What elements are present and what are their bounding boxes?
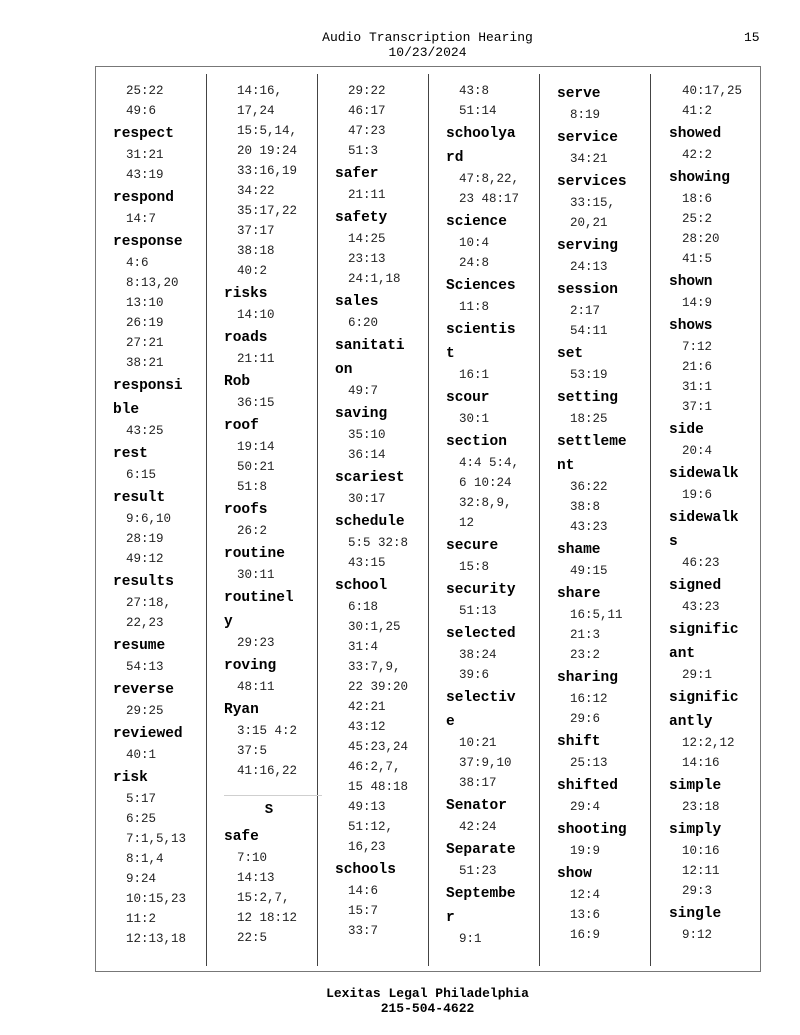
page-line-ref: 34:22 <box>237 184 275 198</box>
page-line-ref: 21:11 <box>348 188 386 202</box>
index-term: sales <box>335 294 379 310</box>
index-term: schools <box>335 862 396 878</box>
index-term: scour <box>446 390 490 406</box>
page-line-ref: 6:20 <box>348 316 379 330</box>
page-line-ref: 42:2 <box>682 148 713 162</box>
page-line-ref: 20,21 <box>570 216 608 230</box>
page-line-ref: 48:11 <box>237 680 275 694</box>
page-line-ref: 31:1 <box>682 380 713 394</box>
page-line-ref: 15:8 <box>459 560 490 574</box>
index-term: Ryan <box>224 702 259 718</box>
index-term: Senator <box>446 798 507 814</box>
page-line-ref: 19:14 <box>237 440 275 454</box>
page-line-ref: 46:23 <box>682 556 720 570</box>
page-line-ref: 51:3 <box>348 144 379 158</box>
page-line-ref: 28:20 <box>682 232 720 246</box>
index-term: scariest <box>335 470 405 486</box>
page-line-ref: 40:17,25 <box>682 84 743 98</box>
page-line-ref: 10:16 <box>682 844 720 858</box>
index-term: ble <box>113 402 140 418</box>
index-term: y <box>224 614 233 630</box>
section-letter: S <box>264 802 274 818</box>
page-line-ref: 33:16,19 <box>237 164 298 178</box>
page-line-ref: 15:5,14, <box>237 124 298 138</box>
index-term: r <box>446 910 455 926</box>
index-term: respect <box>113 126 174 142</box>
page-line-ref: 12:13,18 <box>126 932 187 946</box>
page-line-ref: 34:21 <box>570 152 608 166</box>
index-term: safer <box>335 166 379 182</box>
page-line-ref: 47:23 <box>348 124 386 138</box>
index-term: Rob <box>224 374 251 390</box>
page-line-ref: 26:19 <box>126 316 164 330</box>
index-term: security <box>446 582 516 598</box>
page-line-ref: 33:7,9, <box>348 660 401 674</box>
page-line-ref: 14:6 <box>348 884 379 898</box>
page-line-ref: 20 19:24 <box>237 144 298 158</box>
index-term: shooting <box>557 822 627 838</box>
page-line-ref: 29:22 <box>348 84 386 98</box>
index-term: signed <box>669 578 722 594</box>
page-line-ref: 9:1 <box>459 932 482 946</box>
page-line-ref: 31:21 <box>126 148 164 162</box>
index-term: Separate <box>446 842 516 858</box>
index-term: session <box>557 282 618 298</box>
index-column-6 <box>669 81 773 945</box>
index-term: services <box>557 174 627 190</box>
page-line-ref: 43:8 <box>459 84 490 98</box>
page-line-ref: 25:13 <box>570 756 608 770</box>
index-term: share <box>557 586 601 602</box>
page-line-ref: 29:6 <box>570 712 601 726</box>
index-term: result <box>113 490 166 506</box>
page-line-ref: 7:10 <box>237 851 268 865</box>
page-line-ref: 10:15,23 <box>126 892 187 906</box>
page-line-ref: 40:2 <box>237 264 268 278</box>
index-term: risk <box>113 770 148 786</box>
page-line-ref: 8:13,20 <box>126 276 179 290</box>
page-line-ref: 6:25 <box>126 812 157 826</box>
index-column-4 <box>446 81 550 949</box>
index-term: t <box>446 346 455 362</box>
page-line-ref: 43:25 <box>126 424 164 438</box>
page-line-ref: 45:23,24 <box>348 740 409 754</box>
page-line-ref: 43:23 <box>682 600 720 614</box>
page-line-ref: 53:19 <box>570 368 608 382</box>
page-line-ref: 37:17 <box>237 224 275 238</box>
index-term: reviewed <box>113 726 183 742</box>
page-line-ref: 19:9 <box>570 844 601 858</box>
page-line-ref: 40:1 <box>126 748 157 762</box>
page-line-ref: 25:2 <box>682 212 713 226</box>
index-term: schedule <box>335 514 405 530</box>
page-line-ref: 43:12 <box>348 720 386 734</box>
index-term: sidewalk <box>669 510 739 526</box>
page-line-ref: 12 18:12 <box>237 911 298 925</box>
page-line-ref: 37:9,10 <box>459 756 512 770</box>
index-term: routine <box>224 546 285 562</box>
page-line-ref: 14:10 <box>237 308 275 322</box>
index-term: science <box>446 214 507 230</box>
page-line-ref: 26:2 <box>237 524 268 538</box>
page-line-ref: 49:7 <box>348 384 379 398</box>
page-line-ref: 10:4 <box>459 236 490 250</box>
index-column-2 <box>224 81 328 948</box>
page-line-ref: 16,23 <box>348 840 386 854</box>
page-line-ref: 9:12 <box>682 928 713 942</box>
footer-company: Lexitas Legal Philadelphia <box>326 986 529 1001</box>
index-term: safe <box>224 829 259 845</box>
page-line-ref: 46:17 <box>348 104 386 118</box>
index-term: showing <box>669 170 730 186</box>
page-line-ref: 5:17 <box>126 792 157 806</box>
index-term: set <box>557 346 584 362</box>
page-line-ref: 18:6 <box>682 192 713 206</box>
index-term: shame <box>557 542 601 558</box>
page-line-ref: 51:14 <box>459 104 497 118</box>
page-line-ref: 2:17 <box>570 304 601 318</box>
index-term: s <box>669 534 678 550</box>
page-line-ref: 31:4 <box>348 640 379 654</box>
page-line-ref: 22 39:20 <box>348 680 409 694</box>
footer-phone: 215-504-4622 <box>380 1001 475 1016</box>
page-line-ref: 22:5 <box>237 931 268 945</box>
page-line-ref: 35:10 <box>348 428 386 442</box>
page-line-ref: 12:2,12 <box>682 736 735 750</box>
index-term: antly <box>669 714 713 730</box>
page-line-ref: 12 <box>459 516 475 530</box>
page-line-ref: 29:1 <box>682 668 713 682</box>
page-line-ref: 7:12 <box>682 340 713 354</box>
index-term: routinel <box>224 590 294 606</box>
page-line-ref: 30:1 <box>459 412 490 426</box>
page-line-ref: 19:6 <box>682 488 713 502</box>
page-line-ref: 29:4 <box>570 800 601 814</box>
page-line-ref: 6:18 <box>348 600 379 614</box>
page-line-ref: 12:11 <box>682 864 720 878</box>
page-line-ref: 16:1 <box>459 368 490 382</box>
index-term: selected <box>446 626 516 642</box>
page-line-ref: 14:13 <box>237 871 275 885</box>
page-line-ref: 8:19 <box>570 108 601 122</box>
page-line-ref: 43:19 <box>126 168 164 182</box>
header-date: 10/23/2024 <box>388 45 467 60</box>
page-line-ref: 46:2,7, <box>348 760 401 774</box>
page-line-ref: 36:15 <box>237 396 275 410</box>
page-line-ref: 10:21 <box>459 736 497 750</box>
index-term: rd <box>446 150 464 166</box>
index-term: roads <box>224 330 268 346</box>
page-line-ref: 16:9 <box>570 928 601 942</box>
page-line-ref: 38:18 <box>237 244 275 258</box>
page-line-ref: 32:8,9, <box>459 496 512 510</box>
page-line-ref: 11:8 <box>459 300 490 314</box>
page-line-ref: 30:11 <box>237 568 275 582</box>
index-term: service <box>557 130 618 146</box>
page-line-ref: 51:8 <box>237 480 268 494</box>
page-line-ref: 9:6,10 <box>126 512 172 526</box>
page-line-ref: 42:21 <box>348 700 386 714</box>
index-term: simply <box>669 822 722 838</box>
index-term: roof <box>224 418 259 434</box>
index-term: saving <box>335 406 388 422</box>
page-line-ref: 50:21 <box>237 460 275 474</box>
page-line-ref: 41:2 <box>682 104 713 118</box>
page-header <box>0 30 800 60</box>
index-term: risks <box>224 286 268 302</box>
page-line-ref: 25:22 <box>126 84 164 98</box>
index-term: settleme <box>557 434 627 450</box>
page-line-ref: 21:6 <box>682 360 713 374</box>
page-line-ref: 24:13 <box>570 260 608 274</box>
page-line-ref: 28:19 <box>126 532 164 546</box>
index-term: scientis <box>446 322 516 338</box>
page-line-ref: 8:1,4 <box>126 852 164 866</box>
index-term: shown <box>669 274 713 290</box>
index-term: nt <box>557 458 575 474</box>
page-line-ref: 18:25 <box>570 412 608 426</box>
page-line-ref: 9:24 <box>126 872 157 886</box>
page-line-ref: 41:16,22 <box>237 764 298 778</box>
index-term: shifted <box>557 778 618 794</box>
page-line-ref: 30:17 <box>348 492 386 506</box>
page-line-ref: 37:5 <box>237 744 268 758</box>
index-term: safety <box>335 210 388 226</box>
page-line-ref: 23:18 <box>682 800 720 814</box>
page-line-ref: 4:6 <box>126 256 149 270</box>
index-term: Septembe <box>446 886 516 902</box>
page-line-ref: 13:10 <box>126 296 164 310</box>
page-line-ref: 27:21 <box>126 336 164 350</box>
page-line-ref: 15:2,7, <box>237 891 290 905</box>
index-term: schoolya <box>446 126 516 142</box>
index-term: school <box>335 578 388 594</box>
page-line-ref: 13:6 <box>570 908 601 922</box>
index-term: signific <box>669 690 739 706</box>
index-term: responsi <box>113 378 183 394</box>
page-line-ref: 47:8,22, <box>459 172 520 186</box>
index-term: response <box>113 234 183 250</box>
page-line-ref: 21:11 <box>237 352 275 366</box>
page-line-ref: 51:23 <box>459 864 497 878</box>
page-line-ref: 14:16 <box>682 756 720 770</box>
page-line-ref: 38:17 <box>459 776 497 790</box>
page-line-ref: 4:4 5:4, <box>459 456 520 470</box>
page-line-ref: 23:2 <box>570 648 601 662</box>
page-line-ref: 6 10:24 <box>459 476 512 490</box>
page-line-ref: 33:7 <box>348 924 379 938</box>
index-term: on <box>335 362 353 378</box>
page-line-ref: 22,23 <box>126 616 164 630</box>
page-line-ref: 21:3 <box>570 628 601 642</box>
index-term: roofs <box>224 502 268 518</box>
page-line-ref: 49:13 <box>348 800 386 814</box>
index-term: side <box>669 422 704 438</box>
index-term: setting <box>557 390 618 406</box>
page-number: 15 <box>744 30 760 45</box>
page-line-ref: 33:15, <box>570 196 616 210</box>
header-title: Audio Transcription Hearing <box>322 30 533 45</box>
index-term: section <box>446 434 507 450</box>
page-line-ref: 38:21 <box>126 356 164 370</box>
page-line-ref: 43:23 <box>570 520 608 534</box>
index-term: rest <box>113 446 148 462</box>
page-line-ref: 39:6 <box>459 668 490 682</box>
page-line-ref: 43:15 <box>348 556 386 570</box>
page-line-ref: 14:16, <box>237 84 283 98</box>
page-line-ref: 7:1,5,13 <box>126 832 187 846</box>
page-line-ref: 6:15 <box>126 468 157 482</box>
index-term: show <box>557 866 592 882</box>
index-term: selectiv <box>446 690 516 706</box>
index-term: serve <box>557 86 601 102</box>
index-term: shows <box>669 318 713 334</box>
index-term: respond <box>113 190 174 206</box>
page-line-ref: 42:24 <box>459 820 497 834</box>
index-term: sanitati <box>335 338 405 354</box>
page-line-ref: 3:15 4:2 <box>237 724 298 738</box>
index-term: serving <box>557 238 618 254</box>
index-term: simple <box>669 778 722 794</box>
index-term: single <box>669 906 722 922</box>
page-line-ref: 37:1 <box>682 400 713 414</box>
index-term: results <box>113 574 174 590</box>
page-line-ref: 54:13 <box>126 660 164 674</box>
page-line-ref: 14:7 <box>126 212 157 226</box>
page-line-ref: 14:9 <box>682 296 713 310</box>
page-line-ref: 16:12 <box>570 692 608 706</box>
index-term: Sciences <box>446 278 516 294</box>
page-line-ref: 36:22 <box>570 480 608 494</box>
page-line-ref: 15:7 <box>348 904 379 918</box>
page-line-ref: 29:3 <box>682 884 713 898</box>
page-line-ref: 14:25 <box>348 232 386 246</box>
page-line-ref: 23:13 <box>348 252 386 266</box>
index-term: roving <box>224 658 277 674</box>
page-line-ref: 23 48:17 <box>459 192 520 206</box>
index-term: resume <box>113 638 166 654</box>
index-column-1 <box>113 81 217 949</box>
page-line-ref: 29:23 <box>237 636 275 650</box>
page-line-ref: 11:2 <box>126 912 157 926</box>
index-term: secure <box>446 538 499 554</box>
page-line-ref: 49:12 <box>126 552 164 566</box>
page-line-ref: 24:1,18 <box>348 272 401 286</box>
page-line-ref: 51:12, <box>348 820 394 834</box>
page-line-ref: 38:24 <box>459 648 497 662</box>
page-line-ref: 20:4 <box>682 444 713 458</box>
index-term: sharing <box>557 670 618 686</box>
index-column-5 <box>557 81 661 945</box>
page-line-ref: 12:4 <box>570 888 601 902</box>
index-term: showed <box>669 126 722 142</box>
index-term: signific <box>669 622 739 638</box>
page-line-ref: 16:5,11 <box>570 608 623 622</box>
index-term: shift <box>557 734 601 750</box>
index-term: reverse <box>113 682 174 698</box>
index-column-3 <box>335 81 439 941</box>
index-term: ant <box>669 646 696 662</box>
page-line-ref: 29:25 <box>126 704 164 718</box>
page-line-ref: 49:6 <box>126 104 157 118</box>
page-line-ref: 5:5 32:8 <box>348 536 409 550</box>
index-term: sidewalk <box>669 466 739 482</box>
index-term: e <box>446 714 455 730</box>
page-line-ref: 51:13 <box>459 604 497 618</box>
page-line-ref: 15 48:18 <box>348 780 409 794</box>
page-line-ref: 41:5 <box>682 252 713 266</box>
page-line-ref: 36:14 <box>348 448 386 462</box>
page-line-ref: 49:15 <box>570 564 608 578</box>
page-line-ref: 54:11 <box>570 324 608 338</box>
page-line-ref: 30:1,25 <box>348 620 401 634</box>
page-line-ref: 27:18, <box>126 596 172 610</box>
page-line-ref: 17,24 <box>237 104 275 118</box>
page-line-ref: 24:8 <box>459 256 490 270</box>
page-line-ref: 35:17,22 <box>237 204 298 218</box>
page-line-ref: 38:8 <box>570 500 601 514</box>
